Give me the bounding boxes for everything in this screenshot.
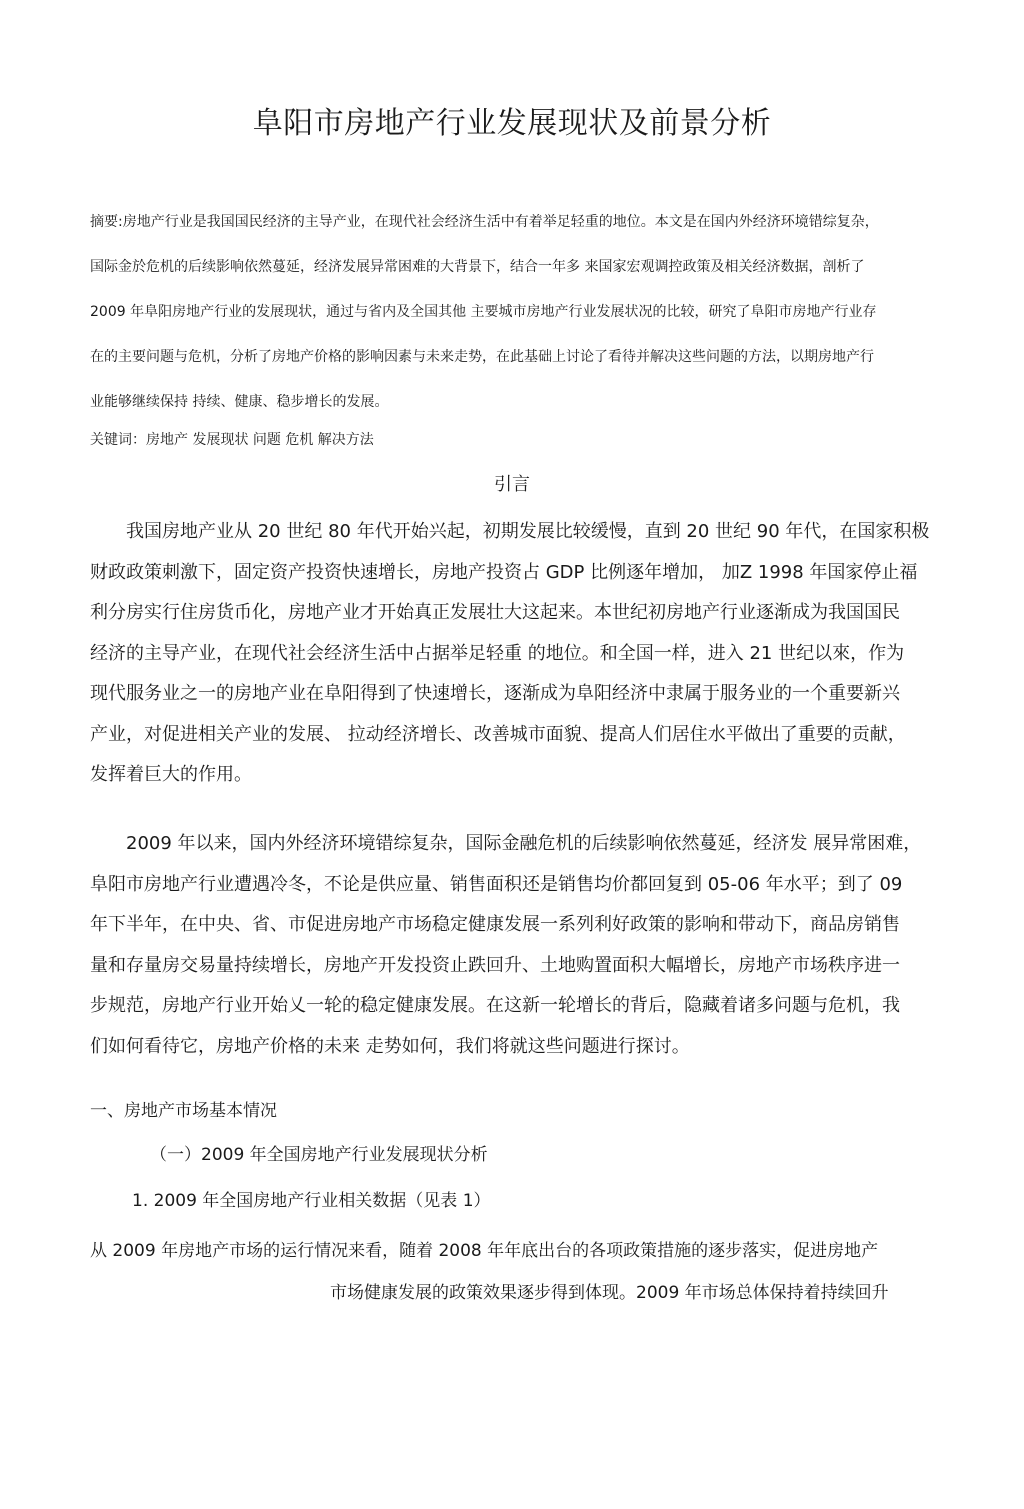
paragraph-line: 从 2009 年房地产市场的运行情况来看，随着 2008 年年底出台的各项政策措施的逐步落实，促进房地产 [90, 1241, 879, 1261]
market-paragraph [90, 1230, 950, 1314]
paragraph-line: 利分房实行住房货币化，房地产业才开始真正发展壮大这起来。本世纪初房地产行业逐渐成为我国国民 [90, 602, 900, 623]
paragraph-line: 年下半年，在中央、省、市促进房地产市场稳定健康发展一系列利好政策的影响和带动下，商品房销售 [90, 914, 900, 935]
paragraph-line: 步规范，房地产行业开始乂一轮的稳定健康发展。在这新一轮增长的背后，隐藏着诸多问题与危机，我 [90, 995, 900, 1016]
abstract-line: 国际金於危机的后续影响依然蔓延，经济发展异常困难的大背景下，结合一年多 来国家宏观调控政策及相关经济数据，剖析了 [90, 259, 865, 275]
paragraph-line: 们如何看待它，房地产价格的未来 走势如何，我们将就这些问题进行探讨。 [90, 1035, 690, 1057]
abstract-line: 在的主要问题与危机，分析了房地产价格的影响因素与未来走势，在此基础上讨论了看待并解决这些问题的方法，以期房地产行 [90, 349, 874, 365]
paragraph-line: 经济的主导产业，在现代社会经济生活中占据举足轻重 的地位。和全国一样，进入 21 世纪以來，作为 [90, 642, 905, 664]
abstract-line: 业能够继续保持 持续、健康、稳步增长的发展。 [90, 394, 389, 410]
paragraph-line: 市场健康发展的政策效果逐步得到体现。2009 年市场总体保持着持续回升 [330, 1283, 889, 1303]
abstract [90, 200, 950, 425]
paragraph-line: 阜阳市房地产行业遭遇冷冬，不论是供应量、销售面积还是销售均价都回复到 05-06 年水平；到了 09 [90, 873, 903, 895]
paragraph-line: 财政政策刺激下，固定资产投资快速增长，房地产投资占 GDP 比例逐年增加， 加Z 1998 年国家停止福 [90, 561, 918, 583]
document-title: 阜阳市房地产行业发展现状及前景分析 [252, 106, 772, 141]
subsection-heading-1-1: （一）2009 年全国房地产行业发展现状分析 [150, 1145, 488, 1165]
intro-paragraph-2 [90, 824, 950, 1067]
paragraph-line: 我国房地产业从 20 世纪 80 年代开始兴起，初期发展比较缓慢，直到 20 世纪 90 年代，在国家积极 [90, 521, 930, 542]
intro-paragraph-1 [90, 512, 950, 796]
paragraph-line: 产业，对促进相关产业的发展、 拉动经济增长、改善城市面貌、提高人们居住水平做出了重要的贡献， [90, 723, 906, 745]
abstract-line: 摘要:房地产行业是我国国民经济的主导产业，在现代社会经济生活中有着举足轻重的地位。本文是在国内外经济环境错综复杂， [90, 214, 879, 230]
intro-heading: 引言 [494, 474, 530, 495]
paragraph-line: 量和存量房交易量持续增长，房地产开发投资止跌回升、土地购置面积大幅增长，房地产市场秩序进一 [90, 954, 900, 976]
keywords: 关键词：房地产 发展现状 问题 危机 解决方法 [90, 432, 374, 448]
paragraph-line: 现代服务业之一的房地产业在阜阳得到了快速增长，逐渐成为阜阳经济中隶属于服务业的一个重要新兴 [90, 683, 900, 704]
subsubsection-heading-1-1-1: 1. 2009 年全国房地产行业相关数据（见表 1） [132, 1191, 491, 1211]
section-heading-1: 一、房地产市场基本情况 [90, 1101, 277, 1121]
paragraph-line: 2009 年以来，国内外经济环境错综复杂，国际金融危机的后续影响依然蔓延，经济发 展异常困难， [90, 833, 922, 854]
paragraph-line: 发挥着巨大的作用。 [90, 764, 252, 785]
abstract-line: 2009 年阜阳房地产行业的发展现状，通过与省内及全国其他 主要城市房地产行业发展状况的比较，研究了阜阳市房地产行业存 [90, 304, 877, 320]
